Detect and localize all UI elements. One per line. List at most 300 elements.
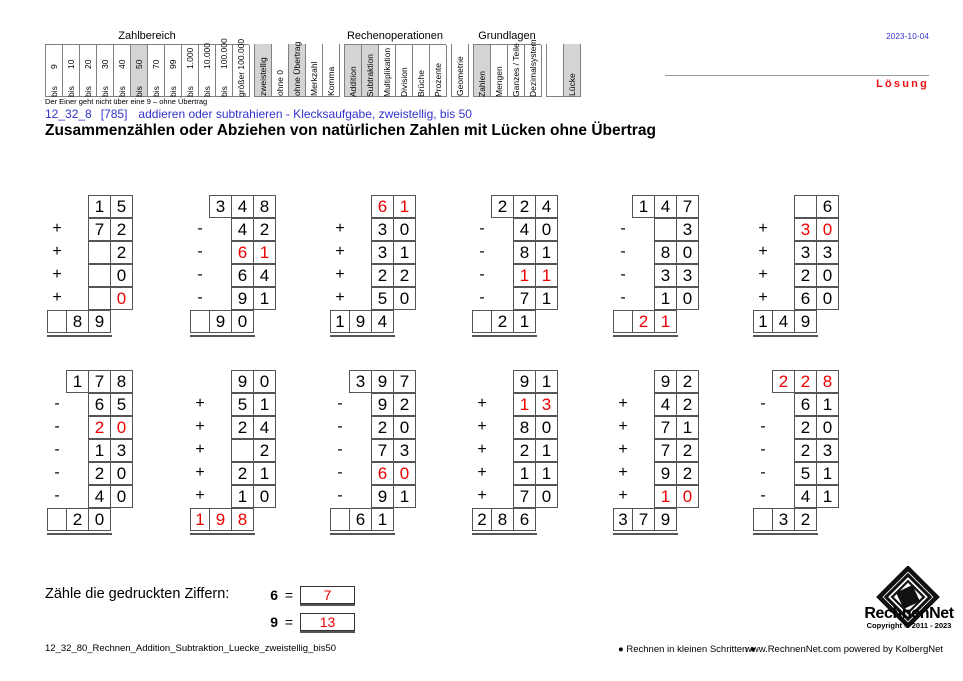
digit-cell[interactable] (88, 287, 111, 310)
operator-cell: + (472, 439, 492, 462)
result-digit-cell[interactable]: 2 (491, 310, 514, 333)
result-digit-cell[interactable]: 9 (209, 310, 232, 333)
digit-cell[interactable] (66, 287, 89, 310)
digit-cell[interactable] (632, 439, 655, 462)
digit-cell[interactable]: 2 (371, 264, 394, 287)
digit-cell[interactable]: 0 (816, 287, 839, 310)
category-cell[interactable] (113, 45, 131, 97)
digit-cell[interactable]: 1 (88, 439, 111, 462)
digit-cell[interactable]: 1 (535, 264, 558, 287)
result-digit-cell[interactable]: 0 (88, 508, 111, 531)
digit-cell[interactable] (66, 241, 89, 264)
digit-cell[interactable] (88, 264, 111, 287)
digit-cell[interactable]: 3 (371, 241, 394, 264)
digit-cell[interactable] (654, 218, 677, 241)
category-cell[interactable] (198, 45, 216, 97)
digit-cell[interactable] (349, 439, 372, 462)
digit-cell[interactable]: 0 (110, 416, 133, 439)
digit-cell[interactable] (632, 370, 655, 393)
result-carry-cell[interactable] (472, 310, 492, 333)
digit-cell[interactable]: 1 (535, 241, 558, 264)
operator-cell (190, 370, 210, 393)
category-cell[interactable] (473, 45, 491, 97)
digit-cell[interactable]: 9 (231, 370, 254, 393)
result-digit-cell[interactable]: 8 (491, 508, 514, 531)
digit-cell[interactable]: 7 (654, 416, 677, 439)
category-cell[interactable] (507, 45, 525, 97)
digit-cell[interactable]: 1 (393, 195, 416, 218)
digit-cell[interactable] (772, 218, 795, 241)
result-digit-cell[interactable]: 7 (632, 508, 655, 531)
operator-cell: + (613, 439, 633, 462)
digit-cell[interactable] (772, 485, 795, 508)
problem-row (613, 242, 699, 265)
category-cell[interactable] (79, 45, 97, 97)
digit-cell[interactable]: 2 (513, 195, 536, 218)
result-digit-cell[interactable]: 1 (513, 310, 536, 333)
digit-cell[interactable]: 4 (654, 393, 677, 416)
digit-cell[interactable]: 0 (676, 485, 699, 508)
digit-cell[interactable] (66, 485, 89, 508)
result-row (190, 311, 276, 334)
digit-cell[interactable]: 3 (393, 439, 416, 462)
digit-cell[interactable]: 3 (535, 393, 558, 416)
digit-cell[interactable]: 6 (371, 195, 394, 218)
digit-cell[interactable] (209, 287, 232, 310)
result-digit-cell[interactable]: 4 (772, 310, 795, 333)
category-cell[interactable] (164, 45, 182, 97)
digit-cell[interactable]: 3 (816, 241, 839, 264)
digit-cell[interactable] (209, 416, 232, 439)
digit-cell[interactable] (349, 416, 372, 439)
digit-cell[interactable]: 2 (794, 264, 817, 287)
category-cell[interactable] (254, 44, 272, 97)
digit-cell[interactable]: 2 (231, 416, 254, 439)
digit-cell[interactable] (209, 370, 232, 393)
digit-cell[interactable]: 5 (231, 393, 254, 416)
digit-cell[interactable]: 1 (816, 485, 839, 508)
digit-cell[interactable] (349, 241, 372, 264)
digit-cell[interactable]: 1 (253, 462, 276, 485)
result-carry-cell[interactable] (330, 508, 350, 531)
digit-cell[interactable] (491, 218, 514, 241)
digit-cell[interactable]: 0 (110, 264, 133, 287)
category-cell-bottom-label: bis (100, 86, 110, 97)
count-answer-box[interactable]: 7 (300, 586, 355, 604)
category-cell[interactable] (45, 45, 63, 97)
digit-cell[interactable]: 1 (253, 241, 276, 264)
result-digit-cell[interactable]: 9 (794, 310, 817, 333)
result-digit-cell[interactable]: 8 (231, 508, 254, 531)
digit-cell[interactable] (772, 439, 795, 462)
digit-cell[interactable]: 1 (816, 462, 839, 485)
digit-cell[interactable]: 4 (535, 195, 558, 218)
digit-cell[interactable]: 2 (491, 195, 514, 218)
digit-cell[interactable]: 5 (110, 393, 133, 416)
category-cell[interactable] (322, 44, 340, 97)
operator-cell: + (753, 218, 773, 241)
digit-cell[interactable]: 6 (371, 462, 394, 485)
category-cell[interactable] (305, 44, 323, 97)
digit-cell[interactable]: 3 (794, 218, 817, 241)
result-carry-cell[interactable] (753, 508, 773, 531)
digit-cell[interactable] (772, 393, 795, 416)
digit-cell[interactable]: 6 (816, 195, 839, 218)
digit-cell[interactable]: 7 (88, 370, 111, 393)
digit-cell[interactable]: 7 (393, 370, 416, 393)
digit-cell[interactable]: 3 (676, 218, 699, 241)
category-cell[interactable] (288, 41, 306, 97)
digit-cell[interactable]: 2 (794, 370, 817, 393)
digit-cell[interactable]: 9 (371, 370, 394, 393)
digit-cell[interactable]: 1 (66, 370, 89, 393)
digit-cell[interactable] (491, 241, 514, 264)
category-cell[interactable] (62, 45, 80, 97)
digit-cell[interactable]: 2 (772, 370, 795, 393)
category-cell[interactable] (378, 45, 396, 97)
result-carry-cell[interactable]: 1 (190, 508, 210, 531)
category-cell[interactable] (429, 45, 447, 97)
digit-cell[interactable]: 2 (676, 439, 699, 462)
category-cell-bottom-label: bis (202, 86, 212, 97)
result-digit-cell[interactable]: 3 (772, 508, 795, 531)
category-cell-top-label: Geometrie (455, 56, 465, 96)
digit-cell[interactable]: 9 (371, 393, 394, 416)
digit-cell[interactable] (66, 439, 89, 462)
digit-cell[interactable] (772, 195, 795, 218)
operator-cell: - (472, 264, 492, 287)
digit-cell[interactable]: 2 (110, 241, 133, 264)
digit-cell[interactable]: 0 (535, 416, 558, 439)
digit-cell[interactable]: 0 (253, 485, 276, 508)
digit-cell[interactable]: 3 (816, 439, 839, 462)
digit-cell[interactable]: 5 (371, 287, 394, 310)
category-cell-bottom-label: bis (185, 86, 195, 97)
problem-row (753, 196, 839, 219)
digit-cell[interactable] (66, 416, 89, 439)
result-digit-cell[interactable]: 9 (654, 508, 677, 531)
digit-cell[interactable] (491, 370, 514, 393)
digit-cell[interactable]: 0 (253, 370, 276, 393)
digit-cell[interactable] (66, 462, 89, 485)
category-cell-top-label: Mengen (494, 66, 504, 97)
result-digit-cell[interactable]: 2 (66, 508, 89, 531)
digit-cell[interactable] (209, 485, 232, 508)
result-digit-cell[interactable]: 1 (654, 310, 677, 333)
category-cell[interactable] (181, 45, 199, 97)
digit-cell[interactable]: 4 (253, 264, 276, 287)
digit-cell[interactable] (491, 264, 514, 287)
digit-cell[interactable]: 2 (110, 218, 133, 241)
digit-cell[interactable] (491, 439, 514, 462)
digit-cell[interactable]: 5 (794, 462, 817, 485)
category-cell[interactable] (147, 45, 165, 97)
digit-cell[interactable] (66, 218, 89, 241)
operator-cell: - (753, 416, 773, 439)
result-carry-cell[interactable]: 1 (330, 310, 350, 333)
digit-cell[interactable]: 1 (393, 485, 416, 508)
category-cell[interactable] (271, 44, 289, 97)
digit-cell[interactable]: 1 (535, 462, 558, 485)
result-digit-cell[interactable]: 9 (88, 310, 111, 333)
digit-cell[interactable]: 4 (231, 195, 254, 218)
digit-cell[interactable]: 7 (371, 439, 394, 462)
digit-cell[interactable] (491, 416, 514, 439)
digit-cell[interactable]: 0 (816, 264, 839, 287)
digit-cell[interactable]: 5 (110, 195, 133, 218)
digit-cell[interactable] (66, 195, 89, 218)
category-cell[interactable] (344, 45, 362, 97)
digit-cell[interactable]: 9 (654, 370, 677, 393)
digit-cell[interactable]: 1 (632, 195, 655, 218)
solution-rule (665, 75, 929, 76)
digit-cell[interactable] (349, 393, 372, 416)
result-digit-cell[interactable]: 6 (349, 508, 372, 531)
digit-cell[interactable]: 0 (535, 485, 558, 508)
digit-cell[interactable]: 7 (676, 195, 699, 218)
operator-cell (613, 195, 633, 218)
digit-cell[interactable]: 7 (513, 485, 536, 508)
digit-cell[interactable]: 0 (676, 287, 699, 310)
result-digit-cell[interactable]: 1 (371, 508, 394, 531)
digit-cell[interactable]: 3 (349, 370, 372, 393)
digit-cell[interactable] (632, 241, 655, 264)
digit-cell[interactable]: 1 (231, 485, 254, 508)
digit-cell[interactable]: 0 (535, 218, 558, 241)
result-carry-cell[interactable] (47, 310, 67, 333)
digit-cell[interactable]: 6 (88, 393, 111, 416)
category-cell[interactable] (395, 45, 413, 97)
digit-cell[interactable] (491, 287, 514, 310)
result-carry-cell[interactable]: 2 (472, 508, 492, 531)
digit-cell[interactable]: 3 (209, 195, 232, 218)
digit-cell[interactable]: 0 (110, 485, 133, 508)
digit-cell[interactable] (66, 393, 89, 416)
digit-cell[interactable]: 2 (513, 439, 536, 462)
digit-cell[interactable] (632, 416, 655, 439)
digit-cell[interactable] (349, 462, 372, 485)
digit-cell[interactable]: 1 (535, 439, 558, 462)
digit-cell[interactable]: 9 (513, 370, 536, 393)
digit-cell[interactable]: 2 (253, 218, 276, 241)
digit-cell[interactable]: 1 (253, 287, 276, 310)
digit-cell[interactable] (209, 218, 232, 241)
digit-cell[interactable]: 6 (231, 241, 254, 264)
digit-cell[interactable] (209, 393, 232, 416)
category-cell[interactable] (490, 45, 508, 97)
digit-cell[interactable]: 1 (513, 264, 536, 287)
digit-cell[interactable]: 1 (535, 370, 558, 393)
digit-cell[interactable]: 2 (231, 462, 254, 485)
digit-cell[interactable]: 1 (513, 462, 536, 485)
result-carry-cell[interactable]: 3 (613, 508, 633, 531)
digit-cell[interactable]: 0 (676, 241, 699, 264)
category-cell[interactable] (215, 38, 233, 97)
result-carry-cell[interactable] (613, 310, 633, 333)
digit-cell[interactable] (632, 218, 655, 241)
digit-cell[interactable]: 1 (654, 485, 677, 508)
operator-cell: + (753, 241, 773, 264)
digit-cell[interactable]: 8 (110, 370, 133, 393)
result-digit-cell[interactable]: 2 (632, 310, 655, 333)
result-carry-cell[interactable] (190, 310, 210, 333)
digit-cell[interactable] (209, 439, 232, 462)
problem-row (330, 417, 416, 440)
digit-cell[interactable]: 2 (393, 264, 416, 287)
digit-cell[interactable] (231, 439, 254, 462)
digit-cell[interactable]: 1 (513, 393, 536, 416)
digit-cell[interactable]: 7 (88, 218, 111, 241)
digit-cell[interactable]: 0 (110, 462, 133, 485)
digit-cell[interactable] (632, 393, 655, 416)
count-answer-box[interactable]: 13 (300, 613, 355, 631)
digit-cell[interactable] (772, 287, 795, 310)
digit-cell[interactable]: 0 (393, 218, 416, 241)
digit-cell[interactable]: 0 (816, 218, 839, 241)
digit-cell[interactable]: 3 (110, 439, 133, 462)
result-digit-cell[interactable]: 4 (371, 310, 394, 333)
digit-cell[interactable]: 4 (231, 218, 254, 241)
digit-cell[interactable]: 3 (371, 218, 394, 241)
digit-cell[interactable]: 4 (253, 416, 276, 439)
digit-cell[interactable]: 8 (816, 370, 839, 393)
digit-cell[interactable] (209, 241, 232, 264)
digit-cell[interactable] (491, 462, 514, 485)
digit-cell[interactable] (349, 287, 372, 310)
category-cell[interactable] (361, 45, 379, 97)
digit-cell[interactable] (209, 462, 232, 485)
math-problem (472, 196, 558, 340)
digit-cell[interactable]: 2 (371, 416, 394, 439)
category-cell[interactable] (130, 45, 148, 97)
digit-cell[interactable]: 1 (654, 287, 677, 310)
digit-cell[interactable] (772, 416, 795, 439)
digit-cell[interactable] (349, 485, 372, 508)
digit-cell[interactable] (66, 264, 89, 287)
result-digit-cell[interactable]: 9 (209, 508, 232, 531)
digit-cell[interactable]: 7 (513, 287, 536, 310)
digit-cell[interactable] (632, 485, 655, 508)
digit-cell[interactable]: 3 (676, 264, 699, 287)
category-cell[interactable] (412, 45, 430, 97)
digit-cell[interactable] (794, 195, 817, 218)
category-cell[interactable] (232, 38, 250, 97)
digit-cell[interactable] (209, 264, 232, 287)
digit-cell[interactable] (772, 264, 795, 287)
operator-cell: + (613, 416, 633, 439)
digit-cell[interactable]: 8 (513, 241, 536, 264)
digit-cell[interactable]: 9 (231, 287, 254, 310)
digit-cell[interactable]: 0 (393, 462, 416, 485)
count-digit-label: 9 (270, 614, 278, 630)
operator-cell: - (47, 393, 67, 416)
digit-cell[interactable] (491, 485, 514, 508)
digit-cell[interactable]: 1 (393, 241, 416, 264)
result-carry-cell[interactable] (47, 508, 67, 531)
digit-cell[interactable]: 9 (654, 462, 677, 485)
category-cell[interactable] (96, 45, 114, 97)
category-cell[interactable] (451, 44, 469, 97)
problem-row (190, 219, 276, 242)
digit-cell[interactable]: 8 (654, 241, 677, 264)
digit-cell[interactable]: 2 (676, 393, 699, 416)
category-cell-bottom-label: bis (168, 86, 178, 97)
digit-cell[interactable]: 3 (654, 264, 677, 287)
result-digit-cell[interactable]: 9 (349, 310, 372, 333)
digit-cell[interactable] (632, 462, 655, 485)
category-cell-top-label: größer 100.000 (236, 38, 246, 97)
digit-cell[interactable] (349, 264, 372, 287)
digit-cell[interactable]: 2 (676, 370, 699, 393)
result-digit-cell[interactable]: 8 (66, 310, 89, 333)
digit-cell[interactable]: 6 (231, 264, 254, 287)
digit-cell[interactable]: 3 (794, 241, 817, 264)
digit-cell[interactable]: 1 (816, 393, 839, 416)
digit-cell[interactable]: 0 (393, 416, 416, 439)
digit-cell[interactable] (349, 195, 372, 218)
digit-cell[interactable]: 2 (253, 439, 276, 462)
result-digit-cell[interactable]: 2 (794, 508, 817, 531)
digit-cell[interactable] (632, 264, 655, 287)
digit-cell[interactable]: 8 (513, 416, 536, 439)
digit-cell[interactable]: 2 (794, 439, 817, 462)
digit-cell[interactable] (491, 393, 514, 416)
digit-cell[interactable]: 8 (253, 195, 276, 218)
digit-cell[interactable]: 0 (110, 287, 133, 310)
digit-cell[interactable]: 7 (654, 439, 677, 462)
operator-cell: + (190, 439, 210, 462)
digit-cell[interactable] (632, 287, 655, 310)
digit-cell[interactable]: 2 (676, 462, 699, 485)
problem-row (330, 463, 416, 486)
digit-cell[interactable]: 2 (393, 393, 416, 416)
digit-cell[interactable]: 1 (535, 287, 558, 310)
digit-cell[interactable]: 1 (676, 416, 699, 439)
digit-cell[interactable]: 0 (816, 416, 839, 439)
category-cell[interactable] (546, 44, 564, 97)
digit-cell[interactable]: 2 (88, 462, 111, 485)
category-group-title: Rechenoperationen (344, 29, 446, 45)
operator-cell: - (613, 264, 633, 287)
digit-cell[interactable]: 2 (88, 416, 111, 439)
digit-cell[interactable] (772, 462, 795, 485)
digit-cell[interactable]: 9 (371, 485, 394, 508)
digit-cell[interactable] (88, 241, 111, 264)
operator-cell: + (330, 287, 350, 310)
result-digit-cell[interactable]: 0 (231, 310, 254, 333)
digit-cell[interactable]: 4 (794, 485, 817, 508)
result-carry-cell[interactable]: 1 (753, 310, 773, 333)
digit-cell[interactable]: 4 (88, 485, 111, 508)
result-underline (47, 335, 112, 340)
digit-cell[interactable]: 6 (794, 393, 817, 416)
operator-cell: + (190, 485, 210, 508)
result-underline (330, 533, 395, 538)
digit-cell[interactable] (772, 241, 795, 264)
digit-cell[interactable]: 4 (654, 195, 677, 218)
digit-cell[interactable] (349, 218, 372, 241)
result-digit-cell[interactable]: 6 (513, 508, 536, 531)
digit-cell[interactable]: 2 (794, 416, 817, 439)
digit-cell[interactable]: 1 (88, 195, 111, 218)
problem-row (190, 196, 276, 219)
digit-cell[interactable]: 0 (393, 287, 416, 310)
category-cell[interactable] (563, 44, 581, 97)
digit-cell[interactable]: 1 (253, 393, 276, 416)
category-cell[interactable] (524, 39, 542, 97)
digit-cell[interactable]: 4 (513, 218, 536, 241)
digit-cell[interactable]: 6 (794, 287, 817, 310)
